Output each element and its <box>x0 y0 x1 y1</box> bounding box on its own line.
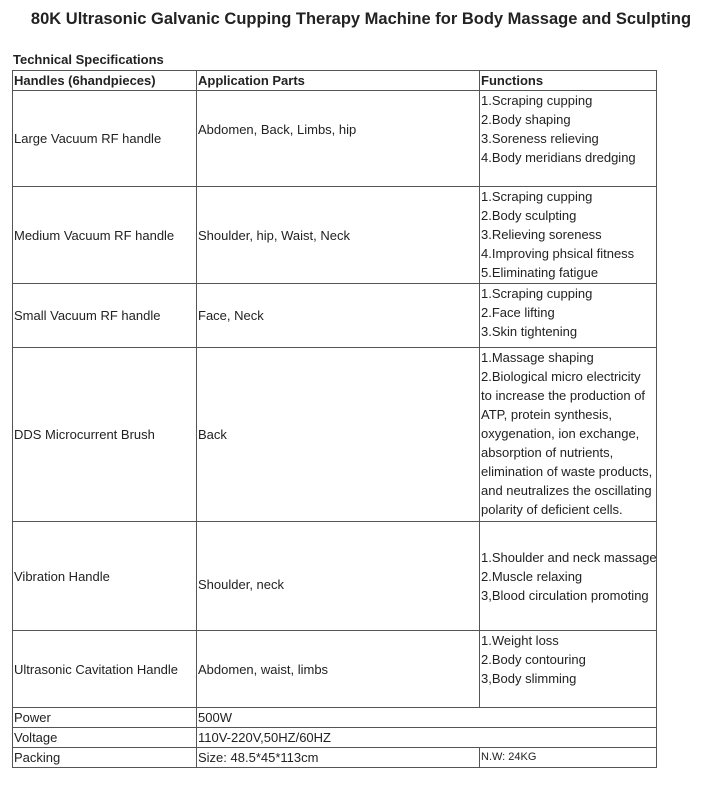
header-functions: Functions <box>480 71 657 91</box>
table-row <box>13 91 657 187</box>
handle-name: Vibration Handle <box>13 522 197 631</box>
functions-cell <box>480 284 657 348</box>
page-title: 80K Ultrasonic Galvanic Cupping Therapy Machine for Body Massage and Sculpting <box>30 10 692 28</box>
function-item: ATP, protein synthesis, <box>481 407 613 422</box>
functions-cell <box>480 522 657 631</box>
application-parts: Back <box>197 348 480 522</box>
header-handles: Handles (6handpieces) <box>13 71 197 91</box>
spec-table <box>12 70 657 768</box>
function-item: 4.Body meridians dredging <box>481 150 636 165</box>
functions-cell <box>480 348 657 522</box>
table-row-power <box>13 708 657 728</box>
function-item: 3,Body slimming <box>481 671 577 686</box>
function-item: 3.Skin tightening <box>481 324 578 339</box>
function-item: 1.Massage shaping <box>481 350 594 365</box>
function-item: elimination of waste products, <box>481 464 653 479</box>
function-item: 4.Improving phsical fitness <box>481 246 635 261</box>
function-item: 2.Body sculpting <box>481 208 577 223</box>
functions-cell <box>480 631 657 708</box>
handle-name: Ultrasonic Cavitation Handle <box>13 631 197 708</box>
packing-label: Packing <box>13 748 197 768</box>
handle-name: DDS Microcurrent Brush <box>13 348 197 522</box>
voltage-label: Voltage <box>13 728 197 748</box>
packing-weight: N.W: 24KG <box>480 748 657 768</box>
function-item: 2.Muscle relaxing <box>481 568 583 584</box>
application-parts: Face, Neck <box>197 284 480 348</box>
function-item: 1.Scraping cupping <box>481 286 593 301</box>
function-item: 5.Eliminating fatigue <box>481 265 599 280</box>
table-row <box>13 631 657 708</box>
table-row <box>13 284 657 348</box>
function-item: oxygenation, ion exchange, <box>481 426 640 441</box>
function-item: 1.Shoulder and neck massage <box>481 549 657 565</box>
table-row-packing <box>13 748 657 768</box>
function-item: 3,Blood circulation promoting <box>481 587 649 603</box>
power-value: 500W <box>197 708 657 728</box>
section-heading: Technical Specifications <box>13 52 164 67</box>
function-item: 2.Body contouring <box>481 652 586 667</box>
power-label: Power <box>13 708 197 728</box>
application-parts: Abdomen, Back, Limbs, hip <box>197 91 480 187</box>
function-item: 2.Face lifting <box>481 305 555 320</box>
table-row-voltage <box>13 728 657 748</box>
function-item: 1.Scraping cupping <box>481 189 593 204</box>
function-item: 1.Weight loss <box>481 633 559 648</box>
function-item: to increase the production of <box>481 388 646 403</box>
application-parts: Shoulder, hip, Waist, Neck <box>197 187 480 284</box>
function-item: 3.Soreness relieving <box>481 131 599 146</box>
table-header-row <box>13 71 657 91</box>
packing-size: Size: 48.5*45*113cm <box>197 748 480 768</box>
function-item: 3.Relieving soreness <box>481 227 602 242</box>
function-item: absorption of nutrients, <box>481 445 614 460</box>
header-application-parts: Application Parts <box>197 71 480 91</box>
function-item: 2.Biological micro electricity <box>481 369 641 384</box>
voltage-value: 110V-220V,50HZ/60HZ <box>197 728 657 748</box>
table-row <box>13 187 657 284</box>
application-parts: Abdomen, waist, limbs <box>197 631 480 708</box>
functions-cell <box>480 187 657 284</box>
function-item: 2.Body shaping <box>481 112 571 127</box>
function-item: 1.Scraping cupping <box>481 93 593 108</box>
function-item: and neutralizes the oscillating <box>481 483 652 498</box>
handle-name: Small Vacuum RF handle <box>13 284 197 348</box>
table-row <box>13 348 657 522</box>
handle-name: Medium Vacuum RF handle <box>13 187 197 284</box>
application-parts: Shoulder, neck <box>197 522 480 631</box>
handle-name: Large Vacuum RF handle <box>13 91 197 187</box>
functions-cell <box>480 91 657 187</box>
table-row <box>13 522 657 631</box>
function-item: polarity of deficient cells. <box>481 502 623 517</box>
